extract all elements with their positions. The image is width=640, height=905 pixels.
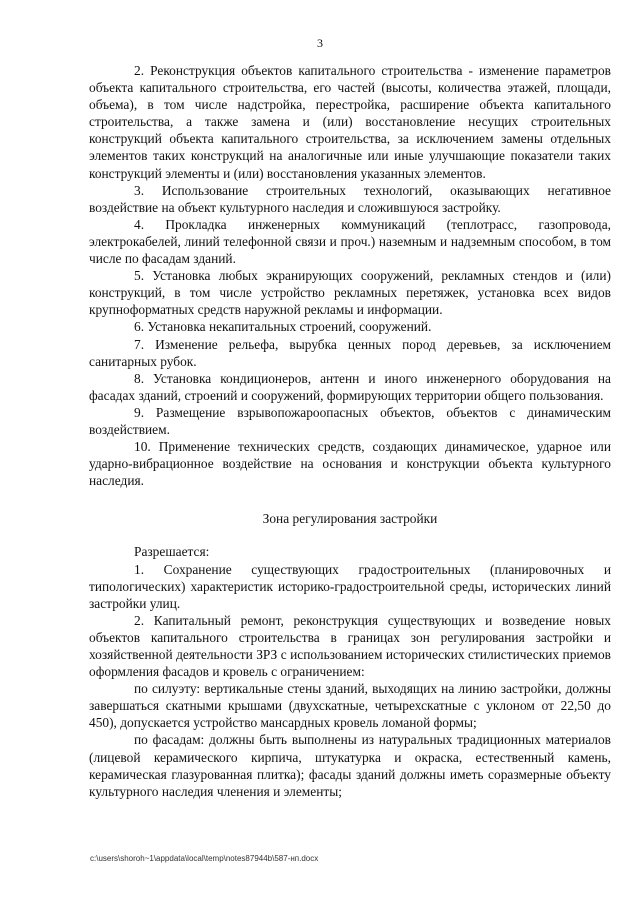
paragraph-silhouette: по силуэту: вертикальные стены зданий, выходящих на линию застройки, должны завершаться скатными крышами (двухскатные, четырехскатные с уклоном от 22,50 до 450), допускается устройство мансардных кровель ломаной формы; — [89, 681, 611, 731]
paragraph-advertising: 5. Установка любых экранирующих сооружений, рекламных стендов и (или) конструкций, в том числе устройство рекламных перетяжек, установка всех видов крупноформатных средств наружной рекламы и информации. — [89, 268, 611, 318]
paragraph-preservation: 1. Сохранение существующих градостроительных (планировочных и типологических) характеристик историко-градостроительной среды, исторических линий застройки улиц. — [89, 561, 611, 611]
paragraph-allowed: Разрешается: — [134, 544, 210, 560]
paragraph-communications: 4. Прокладка инженерных коммуникаций (теплотрасс, газопровода, электрокабелей, линий телефонной связи и проч.) наземным и надземным способом, в том числе по фасадам зданий. — [89, 216, 611, 267]
paragraph-hazardous-objects: 9. Размещение взрывопожароопасных объектов, объектов с динамическим воздействием. — [89, 404, 611, 437]
paragraph-technologies: 3. Использование строительных технологий, оказывающих негативное воздействие на объект культурного наследия и сложившуюся застройку. — [89, 182, 611, 215]
paragraph-dynamic-impact: 10. Применение технических средств, создающих динамическое, ударное или ударно-вибрационное воздействие на основания и конструкции объекта культурного наследия. — [89, 439, 611, 489]
document-body — [89, 62, 611, 800]
paragraph-air-conditioners: 8. Установка кондиционеров, антенн и иного инженерного оборудования на фасадах зданий, строений и сооружений, формирующих территории общего пользования. — [89, 370, 611, 403]
page-number: 3 — [317, 36, 323, 50]
paragraph-relief: 7. Изменение рельефа, вырубка ценных пород деревьев, за исключением санитарных рубок. — [89, 336, 611, 369]
paragraph-temporary-structures: 6. Установка некапитальных строений, сооружений. — [134, 319, 432, 335]
footer-file-path: c:\users\shoroh~1\appdata\local\temp\notes87944b\587-нп.docx — [90, 854, 319, 863]
paragraph-facades: по фасадам: должны быть выполнены из натуральных традиционных материалов (лицевой керамического кирпича, штукатурка и окраска, естественный камень, керамическая глазурованная плитка); фасады зданий должны иметь соразмерные объекту культурного наследия членения и элементы; — [89, 732, 611, 799]
paragraph-capital-repair: 2. Капитальный ремонт, реконструкция существующих и возведение новых объектов капитального строительства в границах зон регулирования застройки и хозяйственной деятельности ЗРЗ с использованием исторических стилистических приемов оформления фасадов и кровель с ограничением: — [89, 612, 611, 680]
zone-heading: Зона регулирования застройки — [262, 511, 438, 527]
paragraph-reconstruction: 2. Реконструкция объектов капитального строительства - изменение параметров объекта капитального строительства, его частей (высоты, количества этажей, площади, объема), в том числе надстройка, перестройка, расширение объекта капитального строительства, а также замена и (или) восстановление несущих строительных конструкций объекта капитального строительства, за исключением замены отдельных элементов таких конструкций на аналогичные или иные улучшающие показатели таких конструкций элементы и (или) восстановления указанных элементов. — [89, 63, 611, 181]
